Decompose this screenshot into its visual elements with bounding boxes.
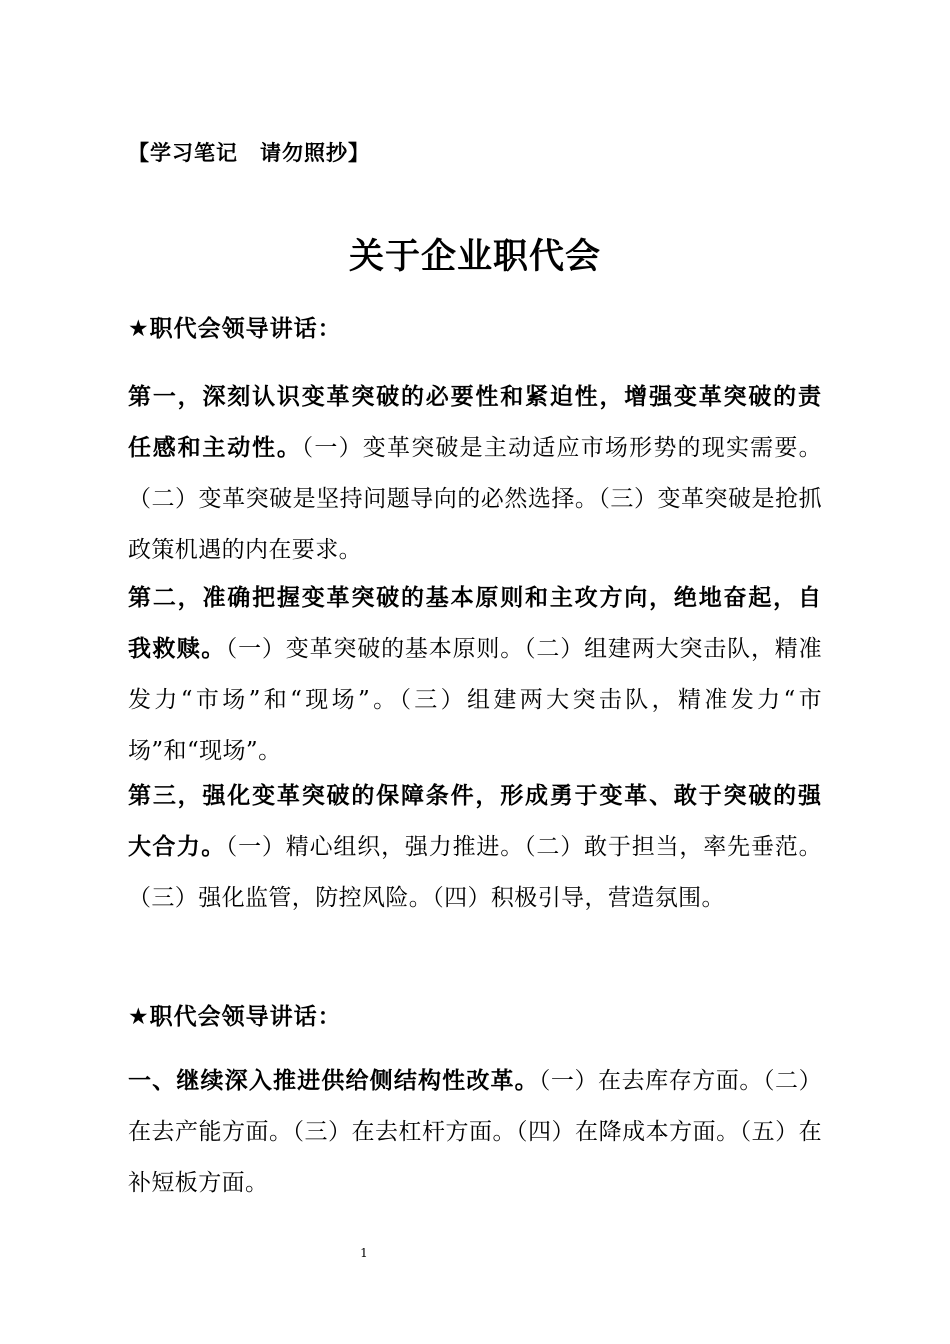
section-heading-2: ★职代会领导讲话： bbox=[128, 1004, 342, 1030]
study-note-label: 【学习笔记 请勿照抄】 bbox=[128, 141, 370, 165]
paragraph-1 bbox=[128, 372, 822, 576]
paragraph-lead: 第三，强化变革突破的保障条件，形成勇于变革、敢于突破的强大合力。 bbox=[128, 783, 822, 860]
paragraph-body: （一）精心组织，强力推进。（二）敢于担当，率先垂范。（三）强化监管，防控风险。（四）积极引导，营造氛围。 bbox=[128, 834, 823, 911]
paragraph-2 bbox=[128, 573, 822, 777]
page-number: 1 bbox=[360, 1246, 368, 1260]
paragraph-4 bbox=[128, 1056, 822, 1209]
document-title: 关于企业职代会 bbox=[348, 236, 601, 277]
paragraph-lead: 一、继续深入推进供给侧结构性改革。 bbox=[128, 1068, 539, 1094]
paragraph-body: （一）变革突破是主动适应市场形势的现实需要。（二）变革突破是坚持问题导向的必然选择。（三）变革突破是抢抓政策机遇的内在要求。 bbox=[128, 435, 822, 563]
paragraph-lead: 第二，准确把握变革突破的基本原则和主攻方向，绝地奋起，自我救赎。 bbox=[128, 585, 822, 662]
section-heading-1: ★职代会领导讲话： bbox=[128, 316, 342, 342]
paragraph-body: （一）变革突破的基本原则。（二）组建两大突击队，精准发力“市场”和“现场”。（三）组建两大突击队，精准发力“市场”和“现场”。 bbox=[128, 636, 823, 764]
paragraph-lead: 第一，深刻认识变革突破的必要性和紧迫性，增强变革突破的责任感和主动性。 bbox=[128, 384, 822, 461]
paragraph-body: （一）在去库存方面。（二）在去产能方面。（三）在去杠杆方面。（四）在降成本方面。（五）在补短板方面。 bbox=[128, 1068, 822, 1196]
paragraph-3 bbox=[128, 771, 822, 924]
